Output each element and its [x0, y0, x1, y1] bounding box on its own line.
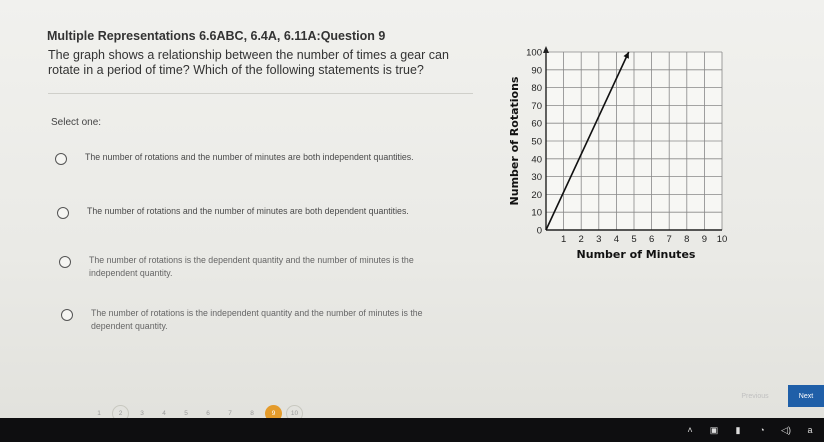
x-tick-label: 9 — [701, 234, 708, 245]
volume-icon[interactable]: ◁) — [781, 424, 791, 435]
keyboard-icon[interactable]: a — [807, 425, 813, 435]
page-number-10[interactable]: 10 — [286, 405, 303, 422]
x-tick-label: 5 — [631, 234, 637, 245]
x-axis-label: Number of Minutes — [576, 248, 696, 261]
y-tick-label: 50 — [531, 136, 542, 148]
rotations-chart — [490, 40, 740, 280]
y-tick-label: 100 — [526, 47, 542, 59]
answer-option-label: The number of rotations is the dependent quantity and the number of minutes is the independent quantity. — [89, 255, 414, 278]
y-tick-label: 20 — [531, 189, 542, 201]
y-tick-label: 10 — [531, 207, 542, 219]
answer-option-2[interactable] — [57, 205, 427, 219]
radio-button[interactable] — [57, 207, 69, 219]
divider — [48, 93, 473, 94]
x-tick-label: 6 — [648, 234, 655, 245]
page-number-1[interactable]: 1 — [97, 409, 101, 417]
page-number-5[interactable]: 5 — [184, 409, 188, 417]
page-number-3[interactable]: 3 — [140, 409, 144, 417]
chevron-up-icon[interactable]: ˄ — [687, 425, 693, 435]
x-tick-label: 7 — [666, 234, 672, 245]
y-tick-label: 30 — [531, 172, 542, 184]
page-number-6[interactable]: 6 — [206, 409, 210, 417]
page-number-4[interactable]: 4 — [162, 409, 166, 417]
network-icon[interactable]: ▣ — [709, 424, 719, 435]
next-button[interactable]: Next — [788, 385, 824, 407]
battery-icon[interactable]: ▮ — [735, 424, 741, 435]
x-tick-label: 2 — [578, 234, 584, 245]
radio-button[interactable] — [59, 256, 71, 268]
radio-button[interactable] — [55, 153, 67, 165]
x-tick-label: 10 — [716, 234, 728, 245]
answer-option-3[interactable] — [59, 254, 449, 280]
answer-option-1[interactable] — [55, 151, 425, 165]
y-tick-label: 60 — [531, 118, 542, 130]
y-tick-label: 0 — [536, 225, 542, 237]
previous-button[interactable]: Previous — [741, 392, 769, 400]
page-number-9[interactable]: 9 — [265, 405, 282, 422]
answer-option-label: The number of rotations and the number of minutes are both dependent quantities. — [87, 206, 409, 216]
x-tick-label: 4 — [613, 234, 620, 245]
taskbar — [0, 418, 824, 442]
question-text: The graph shows a relationship between the number of times a gear can rotate in a period of time? Which of the following statements is true? — [48, 48, 449, 77]
x-tick-label: 1 — [560, 234, 567, 245]
answer-option-label: The number of rotations is the independent quantity and the number of minutes is the dependent quantity. — [91, 308, 423, 331]
radio-button[interactable] — [61, 309, 73, 321]
x-tick-label: 8 — [684, 234, 690, 245]
y-axis-arrow — [543, 46, 549, 53]
page-number-2[interactable]: 2 — [112, 405, 129, 422]
page-number-7[interactable]: 7 — [228, 409, 232, 417]
y-axis-label: Number of Rotations — [508, 76, 521, 206]
x-tick-label: 3 — [596, 234, 602, 245]
answer-option-label: The number of rotations and the number of minutes are both independent quantities. — [85, 152, 414, 162]
page-number-8[interactable]: 8 — [250, 409, 254, 417]
question-header: Multiple Representations 6.6ABC, 6.4A, 6.11A:Question 9 — [47, 29, 386, 43]
y-tick-label: 70 — [531, 100, 542, 112]
y-tick-label: 90 — [531, 65, 542, 77]
y-tick-label: 40 — [531, 154, 542, 166]
answer-option-4[interactable] — [61, 307, 451, 333]
wifi-icon[interactable]: ◔ — [759, 425, 765, 435]
y-tick-label: 80 — [531, 83, 542, 95]
select-one-label: Select one: — [51, 117, 102, 128]
